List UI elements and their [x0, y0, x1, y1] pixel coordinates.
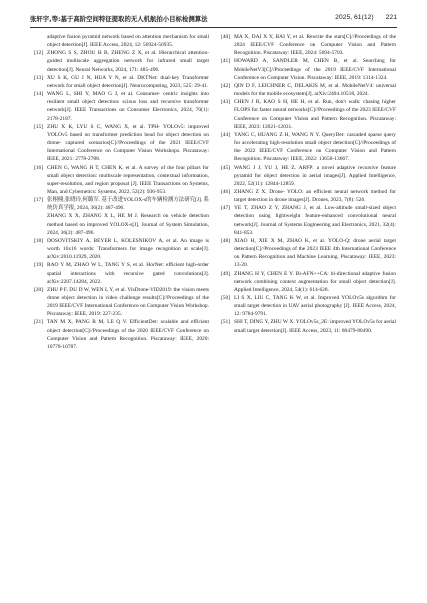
reference-text: XU S K, GU J N, HUA Y N, et al. DKTNet: dual-key Transformer network for small object detection[J]. Neurocomputing, 2023, 525: 29-41.	[47, 74, 209, 89]
reference-entry	[221, 82, 396, 98]
reference-number: [19]	[34, 262, 44, 269]
reference-number: [45]	[221, 164, 231, 171]
issue-info	[335, 14, 397, 21]
reference-text: TAN M X, PANG R M, LE Q V. EfficientDet: scalable and efficient object detection[C]//Proceedings of the 2020 IEEE/CVF Conference on Computer Vision and Pattern Recognition. Piscataway: IEEE, 2020: 10778-10787.	[47, 319, 209, 350]
reference-number: [41]	[221, 58, 231, 65]
reference-number: [21]	[34, 319, 44, 326]
reference-text: MA X, DAI X Y, BAI Y, et al. Rewrite the stars[C]//Proceedings of the 2024 IEEE/CVF Conference on Computer Vision and Pattern Recognition. Piscataway: IEEE, 2024: 5694-5703.	[234, 34, 396, 57]
reference-number: [40]	[221, 34, 231, 40]
reference-text: DOSOVITSKIY A, BEYER L, KOLESNIKOV A, et al. An image is worth 16x16 words: Transformers for image recognition at scale[J]. arXiv:2010.11929, 2020.	[47, 237, 209, 261]
reference-list-right	[221, 33, 396, 335]
reference-text: RAO Y M, ZHAO W L, TANG Y S, et al. HorNet: efficient high-order spatial interactions with recursive gated convolutions[J]. arXiv:2207.14284, 2022.	[47, 262, 209, 285]
reference-number: [13]	[34, 74, 44, 81]
reference-entry	[34, 164, 209, 197]
reference-entry	[221, 318, 396, 334]
reference-number: [16]	[34, 164, 44, 171]
reference-text: XIAO H, XIE X M, ZHAO K, et al. YOLO-Q: drone aerial target detection[C]//Proceedings of the 2023 IEEE 4th International Conference on Pattern Recognition and Machine Learning. Piscataway: IEEE, 2023: 13-20.	[234, 237, 396, 269]
reference-number: [49]	[221, 270, 231, 277]
running-header	[30, 12, 397, 26]
reference-entry	[221, 204, 396, 237]
reference-number: [44]	[221, 131, 231, 138]
reference-number: [47]	[221, 205, 231, 212]
reference-number: [51]	[221, 319, 231, 326]
reference-entry	[34, 123, 209, 164]
reference-entry	[221, 98, 396, 131]
reference-number: [50]	[221, 295, 231, 301]
reference-text: LI S X, LIU C, TANG K W, et al. Improved YOLOv5s algorithm for small target detection in UAV aerial photography [J]. IEEE Access, 2024, 12: 9784-9791.	[234, 295, 396, 318]
reference-entry	[221, 188, 396, 204]
reference-text: QIN D F, LEICHNER C, DELAKIS M, et al. MobileNetV4: universal models for the mobile ecosystem[J]. arXiv:2404.10518, 2024.	[234, 82, 396, 98]
reference-entry	[34, 196, 209, 212]
reference-text: ZHONG S S, ZHOU H B, ZHENG Z X, et al. Hierarchical attention- guided multiscale aggregation network for infrared small target detection[J]. Neural Networks, 2024, 171: 485-496.	[47, 50, 209, 73]
reference-entry	[34, 90, 209, 123]
reference-entry	[34, 212, 209, 236]
reference-text: YE T, ZHAO Z Y, ZHANG J, et al. Low-altitude small-sized object detection using lightweight feature-enhanced convolutional neural network[J]. Journal of Systems Engineering and Electronics, 2021, 32(4): 841-853.	[234, 205, 396, 236]
reference-entry	[34, 261, 209, 285]
reference-number: [15]	[34, 123, 44, 130]
header-rule	[30, 27, 397, 28]
reference-entry	[34, 33, 209, 49]
reference-entry	[221, 164, 396, 188]
reference-number: [14]	[34, 91, 44, 98]
reference-number: [17]	[34, 197, 44, 204]
reference-entry	[34, 49, 209, 73]
reference-text: WANG J J, YU J, HE Z. ARFP: a novel adaptive recursive feature pyramid for object detection in aerial images[J]. Applied Intelligence, 2022, 52(11): 12844-12859.	[234, 164, 396, 187]
reference-text: ZHANG X X, ZHANG X L, HE M J. Research on vehicle detection method based on improved YOLOX-s[J]. Journal of System Simulation, 2024, 36(2): 487-496.	[47, 213, 209, 236]
reference-number: [20]	[34, 286, 44, 293]
reference-entry	[221, 131, 396, 164]
reference-entry	[221, 57, 396, 81]
reference-entry	[221, 294, 396, 318]
reference-text: ZHANG H Y, CHEN E Y. Bi-AFN++CA: bi-directional adaptive fusion network combining context augmentation for small object detection[J]. Applied Intelligence, 2024, 54(1): 614-628.	[234, 270, 396, 293]
reference-entry	[34, 318, 209, 351]
reference-number: [48]	[221, 237, 231, 244]
reference-entry	[221, 237, 396, 270]
reference-text: adaptive fusion pyramid network based on attention mechanism for small object detection[J]. IEEE Access, 2024, 12: 56924-56935.	[47, 34, 209, 49]
reference-text: ZHU X K, LYU S C, WANG X, et al. TPH- YOLOv5: improved YOLOv5 based on transformer prediction head for object detection on drone- captured scenarios[C]//Proceedings of the 2021 IEEE/CVF International Conference on Computer Vision Workshops. Piscataway: IEEE, 2021: 2778-2788.	[47, 123, 209, 163]
reference-number: [46]	[221, 188, 231, 195]
reference-text: WANG L, SHI Y, MAO G J, et al. Consumer- centric insights into resilient small object detection: scious loss and recursive transformer network[J]. IEEE Transactions on Consumer Electronics, 2024, 70(1): 2178-2187.	[47, 91, 209, 122]
reference-text: CHEN G, WANG H T, CHEN K, et al. A survey of the four pillars for small object detection: multiscale representation, contextual information, super-resolution, and region proposal [J]. IEEE Transactions on Systems, Man, and Cybernetics: Systems, 2022, 52(2): 936-953.	[47, 164, 209, 195]
reference-entry	[221, 33, 396, 57]
reference-entry	[34, 286, 209, 319]
reference-text: ZHANG Z X. Drone- YOLO: an efficient neural network method for target detection in drone images[J]. Drones, 2023, 7(8): 526.	[234, 188, 396, 204]
reference-number: [18]	[34, 237, 44, 244]
reference-text: 张栩栩,张晓玲,何璐军. 基于改进YOLOX-s的车辆检测方法研究[J]. 系统仿真学报, 2024, 36(2): 487-496.	[47, 197, 209, 212]
page-number: 221	[385, 14, 397, 21]
reference-number: [42]	[221, 82, 231, 89]
reference-number: [12]	[34, 50, 44, 57]
reference-entry	[34, 237, 209, 261]
running-title: 张轩宇,等:基于高阶空间特征提取的无人机航拍小目标检测算法	[30, 15, 208, 23]
reference-text: HOWARD A, SANDLER M, CHEN B, et al. Searching for MobileNetV3[C]//Proceedings of the 2019 IEEE/CVF International Conference on Computer Vision. Piscataway: IEEE, 2019: 1314-1324.	[234, 58, 396, 81]
reference-text: SHI T, DING Y, ZHU W X. YOLOv5s_2E: improved YOLOv5s for aerial small target detection[J]. IEEE Access, 2023, 11: 80479-80490.	[234, 319, 396, 334]
reference-entry	[221, 270, 396, 294]
reference-text: YANG C, HUANG Z H, WANG N Y. QueryDet: cascaded sparse query for accelerating high-resolution small object detection[C]//Proceedings of the 2022 IEEE/CVF Conference on Computer Vision and Pattern Recognition. Piscataway: IEEE, 2022: 13658-13667.	[234, 131, 396, 163]
reference-entry	[34, 74, 209, 90]
issue-label: 2025, 61(12)	[335, 14, 374, 21]
reference-text: CHEN J R, KAO S H, HE H, et al. Run, don't walk: chasing higher FLOPS for faster neural networks[C]//Proceedings of the 2023 IEEE/CVF Conference on Computer Vision and Pattern Recognition. Piscataway: IEEE, 2023: 12021-12031.	[234, 99, 396, 130]
reference-list-left	[34, 33, 209, 351]
reference-number: [43]	[221, 99, 231, 106]
reference-text: ZHU P F, DU D W, WEN L Y, et al. VisDrone-VID2019: the vision meets drone object detection in video challenge results[C]//Proceedings of the 2019 IEEE/CVF International Conference on Computer Vision Workshop. Piscataway: IEEE, 2019: 227-235.	[47, 286, 209, 318]
